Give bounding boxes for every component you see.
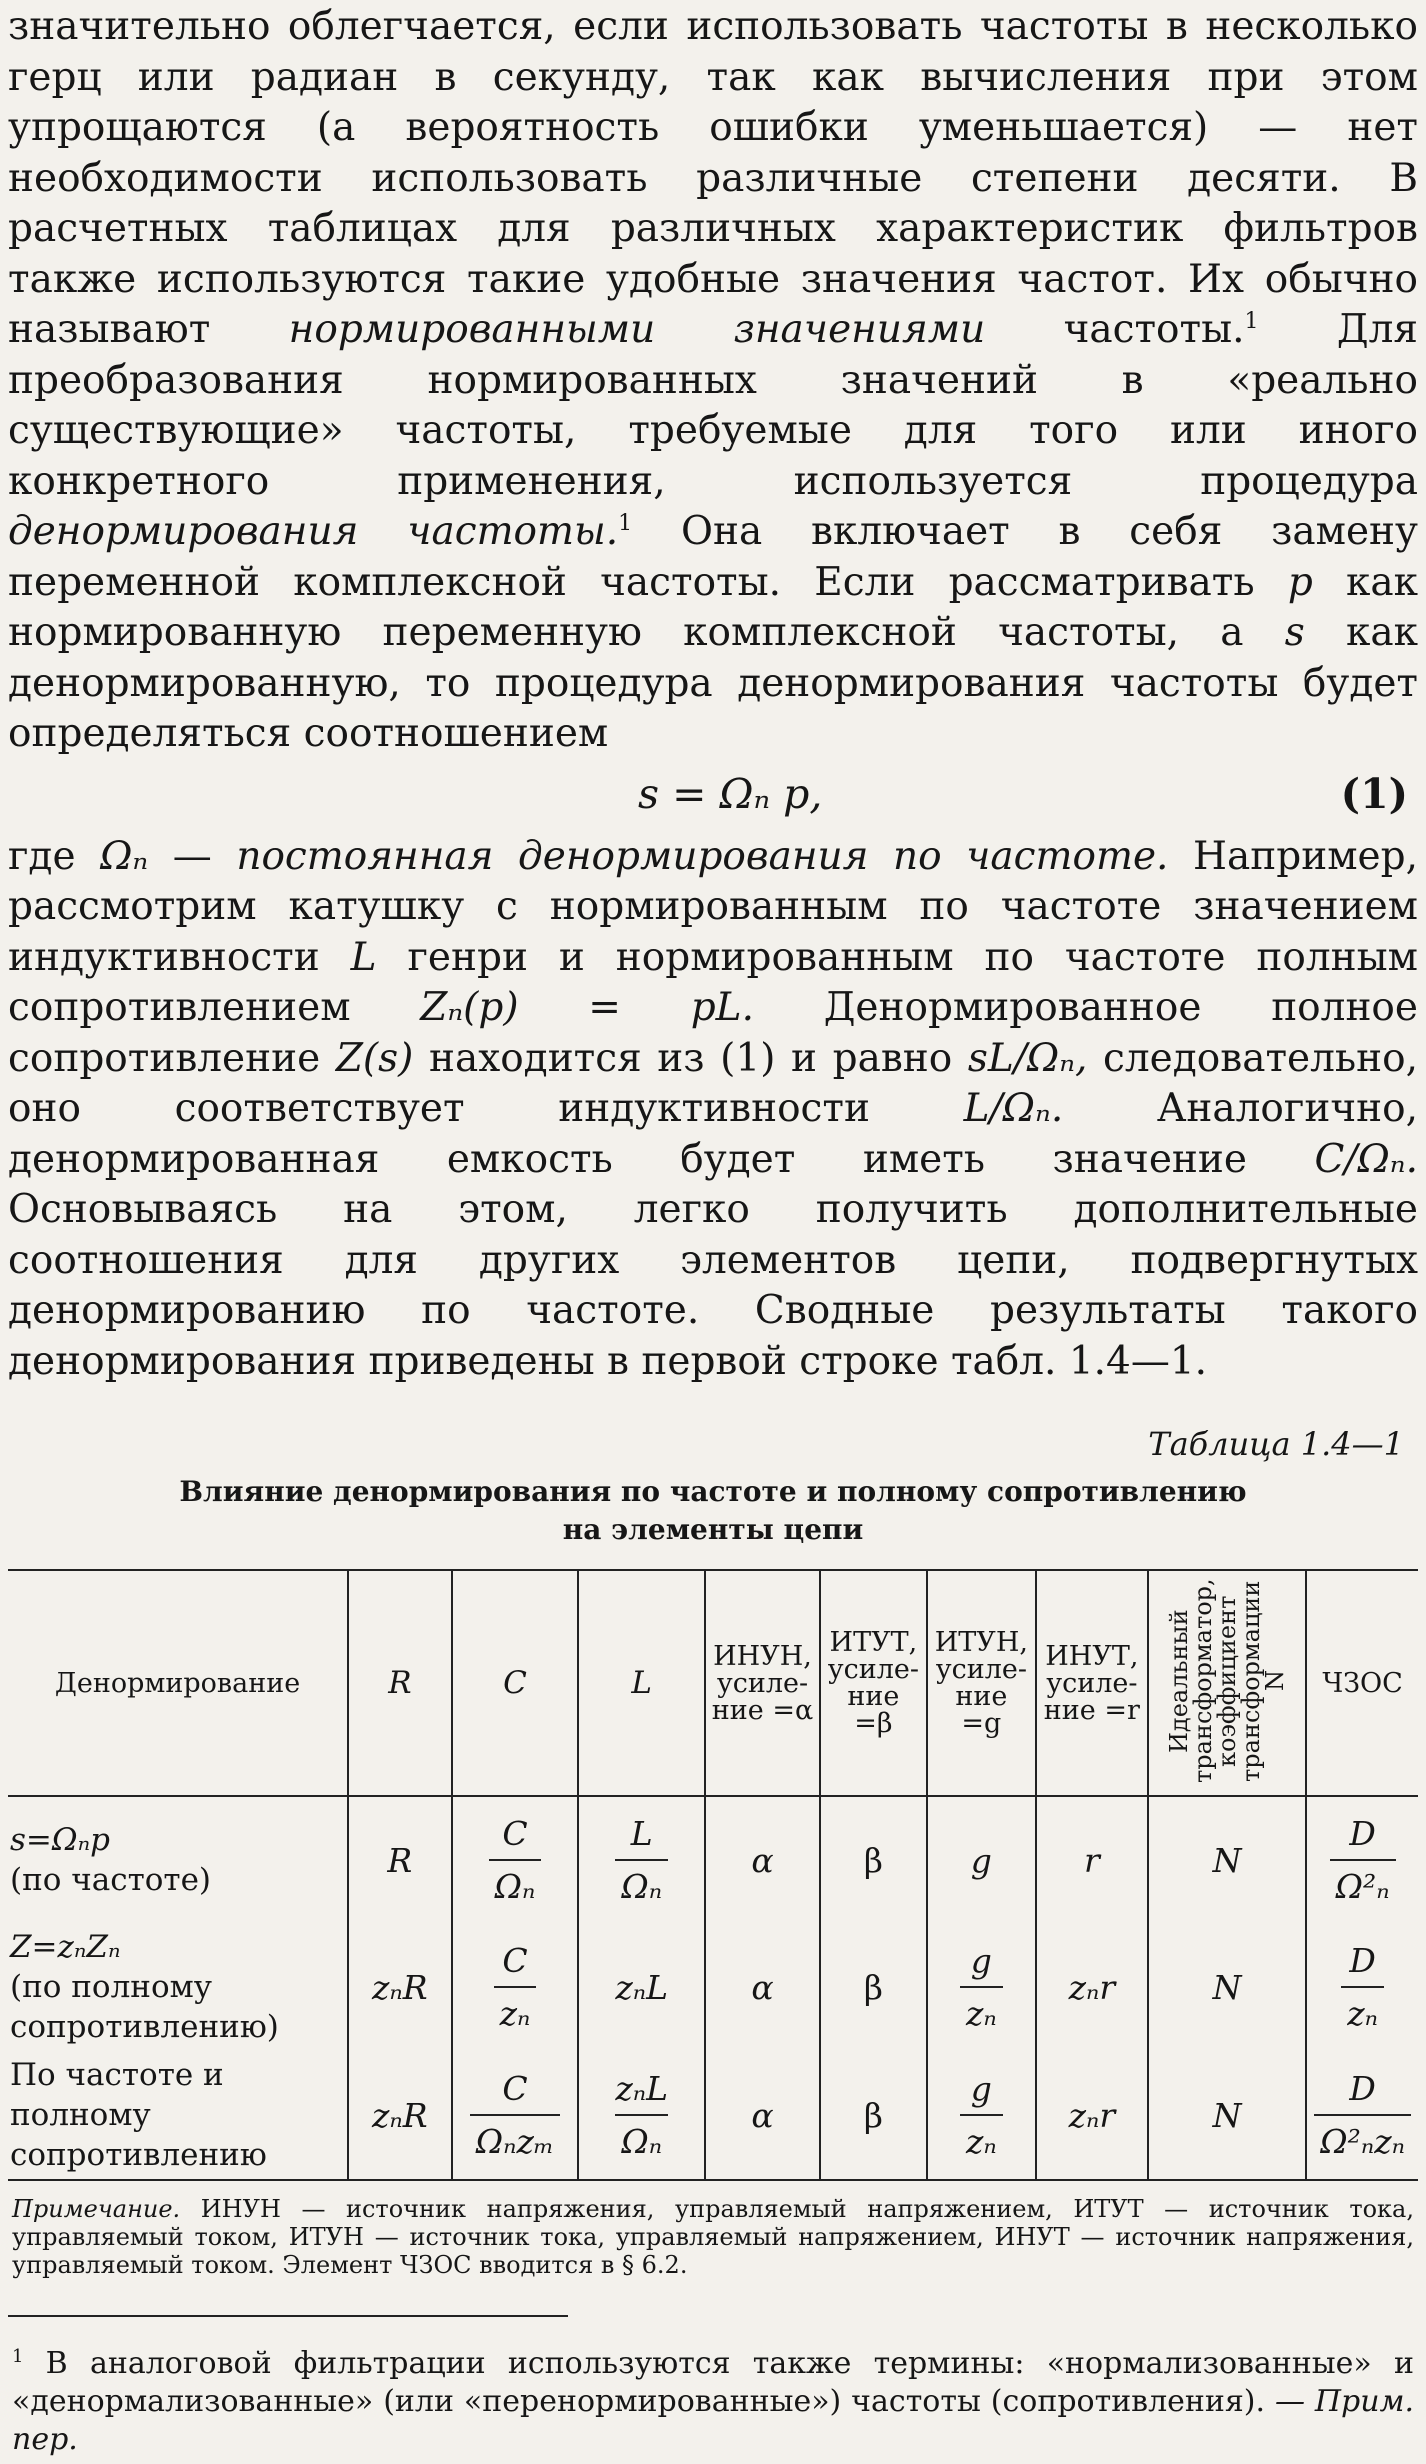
row1-label [8,1796,348,1923]
row1-l-fraction [615,1814,668,1906]
row3-d-fraction [1314,2069,1411,2161]
row2-d-num: D [1349,1941,1376,1980]
table-note [12,2195,1414,2279]
p1-text-6: как денормированную, то процедура денормирования частоты будет определяться соотношением [8,610,1419,756]
footnote-ref-2: 1 [618,511,633,536]
row2-g-den: zₙ [960,1986,1003,2033]
row3-c-den: Ωₙzₘ [470,2114,560,2161]
header-c: C [452,1570,579,1796]
row1-l-num: L [630,1814,653,1853]
p2-text-2: — [148,833,237,879]
header-itun: ИТУН, усиле-ние =g [927,1570,1036,1796]
table-title [8,1473,1418,1549]
header-l: L [578,1570,705,1796]
row2-label-formula: Z=zₙZₙ [10,1929,121,1965]
row1-d-num: D [1349,1814,1376,1853]
header-inun: ИНУН, усиле-ние =α [705,1570,820,1796]
row3-label: По частоте и полному сопротивлению [10,2057,267,2173]
row1-c-fraction [489,1814,542,1906]
row2-alpha: α [705,1923,820,2051]
row2-l: zₙL [578,1923,705,2051]
row1-alpha: α [705,1796,820,1923]
row2-rr: zₙr [1036,1923,1148,2051]
table-header-row [8,1570,1418,1796]
p2-text-6: находится из (1) и равно [413,1035,968,1081]
row1-l-den: Ωₙ [615,1859,668,1906]
equation-number: (1) [1340,769,1408,818]
denormalization-table [8,1569,1418,2181]
header-czos: ЧЗОС [1306,1570,1418,1796]
paragraph-2 [8,832,1418,1388]
row3-c-num: C [502,2069,528,2108]
p2-zn: Zₙ(p) = pL. [420,985,754,1030]
table-row [8,1796,1418,1923]
p2-var-l: L [350,934,377,980]
header-itut: ИТУТ, усиле-ние =β [820,1570,927,1796]
row3-l-den: Ωₙ [615,2114,668,2161]
row3-g-fraction [960,2069,1003,2161]
p1-var-s: s [1284,610,1305,655]
footnote-text: В аналоговой фильтрации используются также термины: «нормализованные» и «денормализованные» (или «перенормированные») частоты (сопротивления). [12,2346,1414,2419]
row3-g-den: zₙ [960,2114,1003,2161]
row3-g [927,2051,1036,2180]
row1-d-den: Ω²ₙ [1330,1859,1396,1906]
row1-g: g [927,1796,1036,1923]
row2-r: zₙR [348,1923,452,2051]
row3-alpha: α [705,2051,820,2180]
footnote-attribution: — Прим. пер. [12,2384,1414,2457]
row3-c [452,2051,579,2180]
row3-beta: β [820,2051,927,2180]
row3-l [578,2051,705,2180]
table-title-line-2: на элементы цепи [562,1513,864,1546]
header-ideal-transformer [1148,1570,1306,1796]
p1-emphasis-2: денормирования частоты. [8,509,619,554]
table-row [8,2051,1418,2180]
formula-line [8,764,1418,826]
formula: s = Ωₙ p, [638,769,823,818]
row2-d-den: zₙ [1341,1986,1384,2033]
table-title-line-1: Влияние денормирования по частоте и полному сопротивлению [179,1475,1247,1508]
row3-n: N [1148,2051,1306,2180]
p1-text-2: частоты. [985,307,1245,352]
row1-rr: r [1036,1796,1148,1923]
row1-d-fraction [1330,1814,1396,1906]
row2-n: N [1148,1923,1306,2051]
p2-text-8: Аналогично, денормированная емкость будет иметь значение [8,1086,1418,1182]
p2-sl: sL/Ωₙ, [967,1035,1088,1081]
row2-g [927,1923,1036,2051]
p2-co: C/Ωₙ. [1314,1136,1418,1182]
p1-emphasis-1: нормированными значениями [288,307,986,352]
row1-l [578,1796,705,1923]
row2-g-num: g [970,1941,992,1980]
header-r: R [348,1570,452,1796]
row3-c-fraction [470,2069,560,2161]
row3-d-den: Ω²ₙzₙ [1314,2114,1411,2161]
row2-label [8,1923,348,2051]
row2-c-fraction [494,1941,537,2033]
p2-text-7: следовательно, оно соответствует индуктивности [8,1035,1418,1131]
row1-beta: β [820,1796,927,1923]
row2-c-den: zₙ [494,1986,537,2033]
p2-omega: Ωₙ [100,833,149,879]
row1-c-num: C [502,1814,528,1853]
row3-l-fraction [609,2069,674,2161]
footnote-ref-1: 1 [1244,309,1259,334]
row3-g-num: g [970,2069,992,2108]
row3-d-num: D [1349,2069,1376,2108]
row1-n: N [1148,1796,1306,1923]
paragraph-1 [8,2,1418,760]
row2-d [1306,1923,1418,2051]
p2-text-9: Основываясь на этом, легко получить дополнительные соотношения для других элементов цепи, подвергнутых денормированию по частоте. Сводные результаты такого денормирования приведены в первой строке табл. 1.4—1. [8,1187,1418,1384]
row2-g-fraction [960,1941,1003,2033]
row2-label-text: (по полному сопротивлению) [10,1969,279,2045]
row1-label-formula: s=Ωₙp [10,1822,110,1858]
row1-r: R [348,1796,452,1923]
p1-text-5: как нормированную переменную комплексной частоты, а [8,559,1418,655]
p2-text-5: Денормированное полное сопротивление [8,985,1418,1081]
row3-r: zₙR [348,2051,452,2180]
table-note-label: Примечание. [12,2195,181,2223]
row2-c [452,1923,579,2051]
table-row [8,1923,1418,2051]
p1-text-4: Она включает в себя замену переменной комплексной частоты. Если рассматривать [8,509,1418,605]
p2-zs: Z(s) [335,1035,414,1081]
row3-rr: zₙr [1036,2051,1148,2180]
footnote [12,2345,1414,2459]
p1-var-p: p [1287,559,1313,605]
row2-d-fraction [1341,1941,1384,2033]
row1-d [1306,1796,1418,1923]
header-inut: ИНУТ, усиле-ние =r [1036,1570,1148,1796]
p1-text-3: Для преобразования нормированных значений в «реально существующие» частоты, требуемые для того или иного конкретного применения, используется процедура [8,307,1418,504]
row1-c-den: Ωₙ [489,1859,542,1906]
row1-c [452,1796,579,1923]
p2-text-4: генри и нормированным по частоте полным сопротивлением [8,934,1418,1030]
row2-beta: β [820,1923,927,2051]
book-page [0,2,1426,2457]
footnote-mark: 1 [12,2346,24,2367]
header-ideal-text: Идеальный трансформатор, коэффициент трансформации N [1165,1578,1290,1783]
footnote-divider [8,2315,568,2317]
table-note-text: ИНУН — источник напряжения, управляемый напряжением, ИТУТ — источник тока, управляемый током, ИТУН — источник тока, управляемый напряжением, ИНУТ — источник напряжения, управляемый током. Элемент ЧЗОС вводится в § 6.2. [12,2195,1414,2279]
row3-d [1306,2051,1418,2180]
row2-c-num: C [502,1941,528,1980]
p2-emphasis: постоянная денормирования по частоте. [236,833,1169,879]
p2-lo: L/Ωₙ. [963,1086,1064,1131]
p2-text-3: Например, рассмотрим катушку с нормированным по частоте значением индуктивности [8,833,1418,980]
p2-text-1: где [8,833,101,879]
p1-text-1: значительно облегчается, если использовать частоты в несколько герц или радиан в секунду, так как вычисления при этом упрощаются (а вероятность ошибки уменьшается) — нет необходимости использовать различные степени десяти. В расчетных таблицах для различных характеристик фильтров также используются такие удобные значения частот. Их обычно называют [8,4,1418,352]
header-denorm: Денормирование [54,1667,301,1699]
row1-label-text: (по частоте) [10,1862,212,1898]
row3-l-num: zₙL [615,2069,669,2108]
table-caption: Таблица 1.4—1 [1148,1425,1404,1463]
